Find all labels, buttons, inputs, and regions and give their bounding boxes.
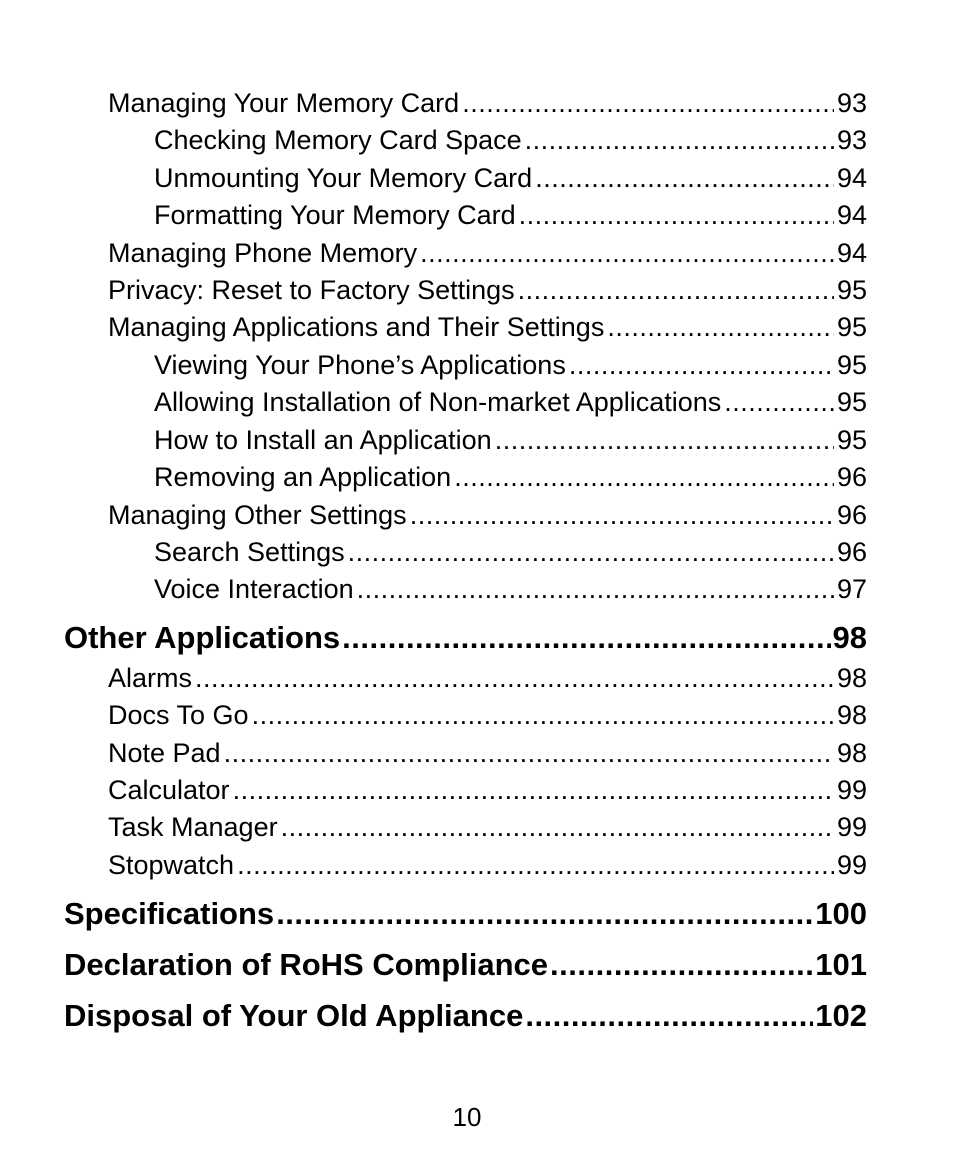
toc-entry xyxy=(154,425,867,459)
toc-entry-page: 94 xyxy=(836,238,867,268)
toc-entry xyxy=(108,88,867,122)
toc-entry xyxy=(154,163,867,197)
toc-entry-page: 93 xyxy=(836,88,867,118)
toc-chapter-title: Other Applications xyxy=(64,620,341,655)
toc-entry-title: Unmounting Your Memory Card xyxy=(154,163,533,193)
dot-leader xyxy=(224,738,834,769)
toc-entry-title: Managing Phone Memory xyxy=(108,238,418,268)
toc-entry-page: 95 xyxy=(836,387,867,417)
toc-entry-title: Formatting Your Memory Card xyxy=(154,200,516,230)
toc-chapter xyxy=(64,896,867,936)
toc-entry xyxy=(108,275,867,309)
toc-entry xyxy=(108,700,867,734)
toc-entry xyxy=(108,238,867,272)
dot-leader xyxy=(454,462,834,493)
toc-entry xyxy=(108,850,867,884)
toc-entry xyxy=(154,462,867,496)
toc-chapter-title: Specifications xyxy=(64,896,275,931)
toc-entry-title: Viewing Your Phone’s Applications xyxy=(154,350,566,380)
toc-entry-title: Calculator xyxy=(108,775,230,805)
toc-entry-page: 95 xyxy=(836,275,867,305)
toc-entry-title: Managing Other Settings xyxy=(108,500,407,530)
dot-leader xyxy=(535,163,834,194)
toc-entry-page: 98 xyxy=(836,663,867,693)
toc-entry-title: Removing an Application xyxy=(154,462,452,492)
dot-leader xyxy=(348,537,834,568)
page-number: 10 xyxy=(452,1102,482,1132)
dot-leader xyxy=(525,998,813,1034)
toc-entry-page: 93 xyxy=(836,125,867,155)
toc-entry-page: 97 xyxy=(836,574,867,604)
toc-entry-page: 96 xyxy=(836,500,867,530)
dot-leader xyxy=(410,500,834,531)
toc-entry-page: 95 xyxy=(836,312,867,342)
toc-entry-title: Managing Your Memory Card xyxy=(108,88,460,118)
dot-leader xyxy=(518,275,834,306)
dot-leader xyxy=(462,88,834,119)
toc-entry xyxy=(154,125,867,159)
dot-leader xyxy=(233,775,834,806)
toc-entry-page: 98 xyxy=(836,738,867,768)
toc-entry xyxy=(108,775,867,809)
dot-leader xyxy=(342,620,830,656)
toc-entry-page: 98 xyxy=(836,700,867,730)
toc-entry-page: 96 xyxy=(836,462,867,492)
dot-leader xyxy=(237,850,834,881)
dot-leader xyxy=(607,312,834,343)
toc-entry xyxy=(108,663,867,697)
dot-leader xyxy=(195,663,834,694)
toc-chapter-title: Disposal of Your Old Appliance xyxy=(64,998,524,1033)
toc-chapter-page: 100 xyxy=(815,896,867,931)
toc-entry-title: Docs To Go xyxy=(108,700,249,730)
dot-leader xyxy=(724,387,834,418)
toc-entry-title: Stopwatch xyxy=(108,850,235,880)
toc-entry-title: Note Pad xyxy=(108,738,221,768)
toc-entry-page: 99 xyxy=(836,775,867,805)
dot-leader xyxy=(357,574,834,605)
toc-chapter xyxy=(64,947,867,987)
toc-entry xyxy=(108,312,867,346)
toc-entry-title: Checking Memory Card Space xyxy=(154,125,522,155)
toc-entry-page: 94 xyxy=(836,163,867,193)
toc-chapter-page: 98 xyxy=(832,620,867,655)
toc-entry-page: 99 xyxy=(836,850,867,880)
toc-entry-title: Allowing Installation of Non-market Applications xyxy=(154,387,722,417)
toc-entry-title: Privacy: Reset to Factory Settings xyxy=(108,275,515,305)
toc-entry xyxy=(154,574,867,608)
toc-entry xyxy=(108,500,867,534)
toc-entry-page: 95 xyxy=(836,425,867,455)
toc-entry xyxy=(108,738,867,772)
toc-chapter-title: Declaration of RoHS Compliance xyxy=(64,947,549,982)
toc-entry-title: Alarms xyxy=(108,663,193,693)
dot-leader xyxy=(252,700,834,731)
toc-entry-page: 99 xyxy=(836,812,867,842)
dot-leader xyxy=(550,947,813,983)
toc-entry-page: 95 xyxy=(836,350,867,380)
toc-entry xyxy=(154,387,867,421)
dot-leader xyxy=(420,238,834,269)
toc-chapter-page: 102 xyxy=(815,998,867,1033)
toc-entry-title: Managing Applications and Their Settings xyxy=(108,312,605,342)
dot-leader xyxy=(281,812,834,843)
dot-leader xyxy=(569,350,834,381)
toc-entry-title: How to Install an Application xyxy=(154,425,492,455)
toc-entry-title: Voice Interaction xyxy=(154,574,354,604)
toc-entry-page: 96 xyxy=(836,537,867,567)
toc-chapter xyxy=(64,620,867,660)
toc-entry-page: 94 xyxy=(836,200,867,230)
dot-leader xyxy=(276,896,813,932)
toc-entry xyxy=(108,812,867,846)
dot-leader xyxy=(519,200,834,231)
toc-chapter xyxy=(64,998,867,1038)
toc-entry xyxy=(154,350,867,384)
toc-chapter-page: 101 xyxy=(815,947,867,982)
dot-leader xyxy=(525,125,834,156)
toc-entry xyxy=(154,537,867,571)
toc-entry-title: Search Settings xyxy=(154,537,345,567)
dot-leader xyxy=(495,425,834,456)
toc-entry xyxy=(154,200,867,234)
toc-entry-title: Task Manager xyxy=(108,812,278,842)
